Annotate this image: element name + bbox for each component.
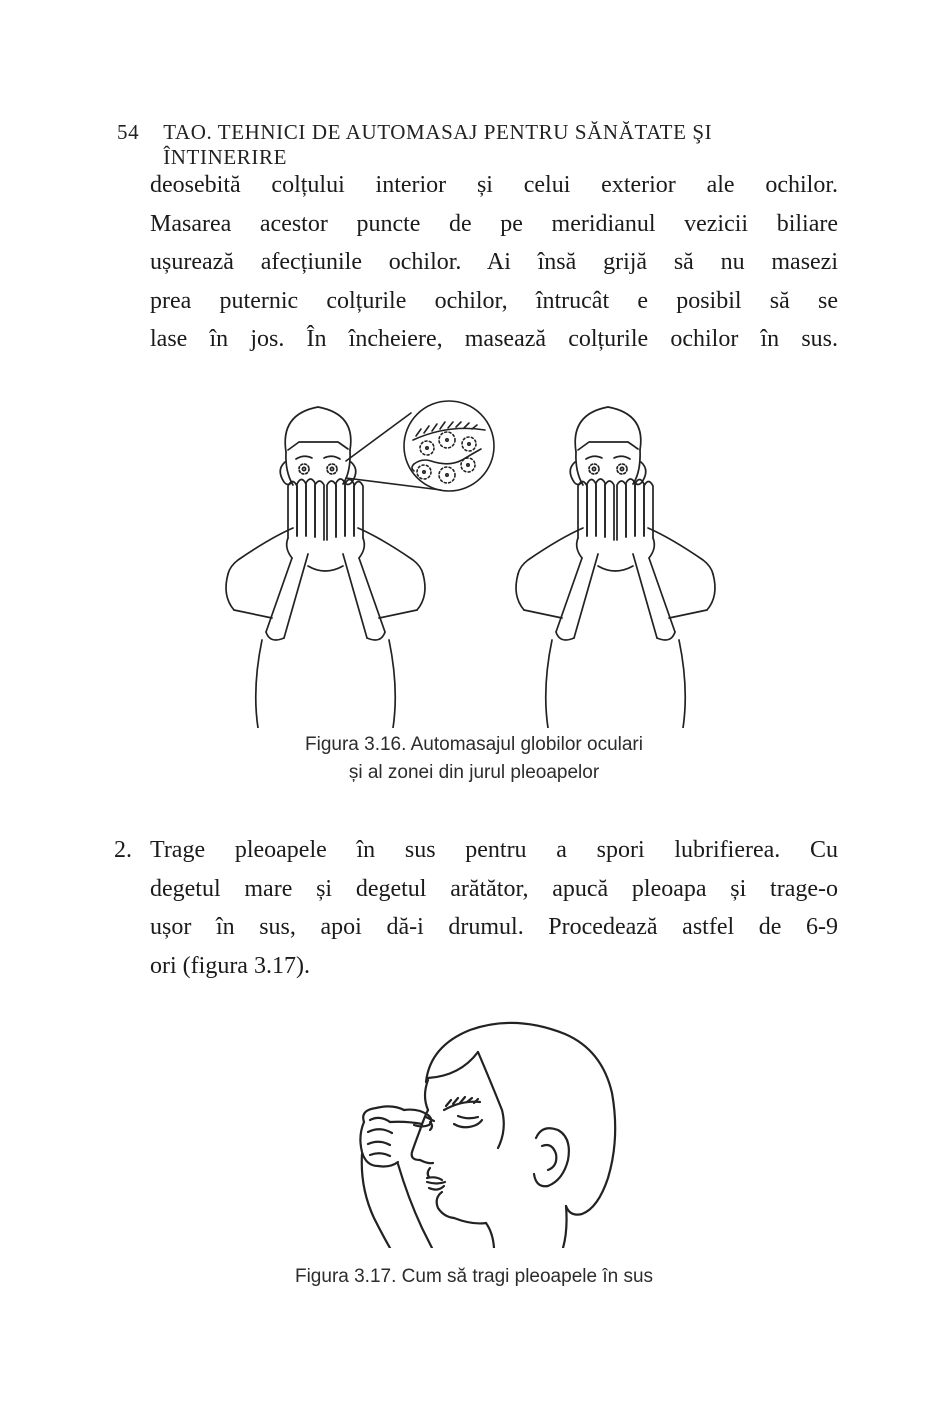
paragraph-line: lase în jos. În încheiere, masează colțurile ochilor în sus. <box>150 326 838 352</box>
numbered-item-2 <box>114 831 838 985</box>
paragraph-line: deosebită colțului interior și celui exterior ale ochilor. <box>150 172 838 198</box>
figure-3-16-illustration <box>200 388 760 728</box>
paragraph-line: Masarea acestor puncte de pe meridianul vezicii biliare <box>150 210 838 237</box>
figure-3-17-illustration <box>330 1018 660 1248</box>
running-title: TAO. TEHNICI DE AUTOMASAJ PENTRU SĂNĂTATE ŞI ÎNTINERIRE <box>163 120 713 169</box>
figure-3-16-caption <box>0 731 948 787</box>
caption-line: Figura 3.16. Automasajul globilor oculari <box>305 734 643 755</box>
eyelid-pull-drawing <box>330 1018 660 1248</box>
eye-massage-drawing <box>200 388 760 728</box>
item-line: ușor în sus, apoi dă-i drumul. Procedează astfel de 6-9 <box>150 914 838 940</box>
figure-3-17-caption <box>0 1263 948 1291</box>
item-line: Trage pleoapele în sus pentru a spori lubrifierea. Cu <box>150 837 838 863</box>
item-line: ori (figura 3.17). <box>150 952 310 979</box>
paragraph-line: ușurează afecțiunile ochilor. Ai însă grijă să nu masezi <box>150 249 838 275</box>
caption-line: și al zonei din jurul pleoapelor <box>348 762 600 783</box>
caption-line: Figura 3.17. Cum să tragi pleoapele în sus <box>294 1266 654 1287</box>
head-profile-with-hand <box>360 1023 615 1248</box>
item-line: degetul mare și degetul arătător, apucă pleoapa și trage-o <box>150 875 838 902</box>
item-number: 2. <box>114 837 132 863</box>
magnifier-detail-circle <box>346 401 494 491</box>
running-head <box>117 120 838 170</box>
page-number: 54 <box>117 120 140 144</box>
person-massaging-eyes <box>226 407 425 728</box>
person-massaging-eyes-right <box>516 407 715 728</box>
body-paragraph <box>150 166 838 359</box>
paragraph-line: prea puternic colțurile ochilor, întrucât e posibil să se <box>150 287 838 314</box>
